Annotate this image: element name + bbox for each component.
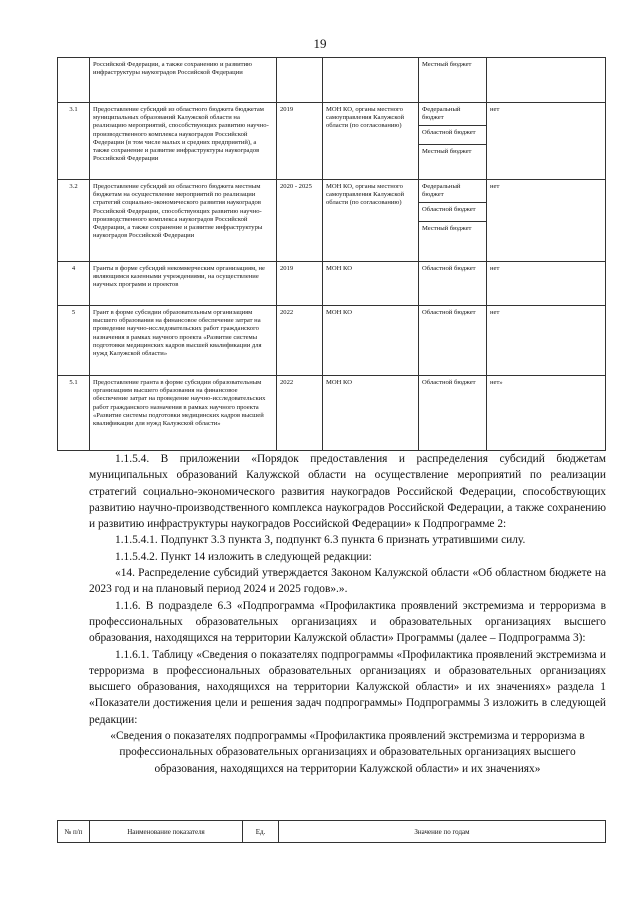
funding-source: Местный бюджет bbox=[422, 225, 472, 233]
funding-sources bbox=[419, 376, 487, 451]
document-body bbox=[89, 451, 606, 777]
row-number: 3.1 bbox=[58, 103, 90, 180]
table-row bbox=[58, 103, 606, 180]
table-row bbox=[58, 180, 606, 262]
executor: МОН КО bbox=[323, 376, 419, 451]
funding-source: Федеральный бюджет bbox=[419, 103, 486, 126]
funding-source: Областной бюджет bbox=[422, 379, 476, 386]
funding-source: Областной бюджет bbox=[422, 265, 476, 272]
page-number: 19 bbox=[313, 36, 327, 51]
row-number: 3.2 bbox=[58, 180, 90, 262]
activity-name: Российской Федерации, а также сохранению и развитию инфраструктуры наукоградов Российской Федерации bbox=[90, 58, 277, 103]
funding-volume: нет bbox=[487, 306, 606, 376]
implementation-period: 2022 bbox=[277, 306, 323, 376]
funding-sources bbox=[419, 306, 487, 376]
activity-name: Предоставление субсидий из областного бюджета местным бюджетам на осуществление мероприятий по реализации стратегий социально-экономического развития наукоградов Российской Федерации, способствующих развитию научно-производственного комплекса наукоградов Российской Федерации, а также сохранение и развитие инфраструктуры наукоградов Российской Федерации bbox=[90, 180, 277, 262]
funding-volume: нет bbox=[487, 103, 606, 180]
funding-sources bbox=[419, 262, 487, 306]
funding-sources bbox=[419, 103, 487, 180]
table-row bbox=[58, 376, 606, 451]
activity-name: Грант в форме субсидии образовательным организациям высшего образования на финансовое обеспечение затрат на проведение научно-исследовательских работ гражданского назначения в рамках научного проекта «Развитие системы подготовки медицинских кадров высшей квалификации для нужд Калужской области» bbox=[90, 306, 277, 376]
table-row bbox=[58, 262, 606, 306]
indicator-table-caption: «Сведения о показателях подпрограммы «Профилактика проявлений экстремизма и терроризма в профессиональных образовательных организациях и образовательных организациях высшего образования, находящихся на территории Калужской области» и их значениях» bbox=[110, 730, 585, 775]
funding-sources bbox=[419, 58, 487, 103]
row-number: 5 bbox=[58, 306, 90, 376]
funding-source: Федеральный бюджет bbox=[419, 180, 486, 203]
implementation-period: 2019 bbox=[277, 103, 323, 180]
header-values-by-year: Значение по годам bbox=[279, 821, 606, 843]
header-number: № п/п bbox=[58, 821, 90, 843]
funding-source: Местный бюджет bbox=[422, 61, 472, 68]
executor bbox=[323, 58, 419, 103]
activity-name: Предоставление гранта в форме субсидии образовательным организациям высшего образования на финансовое обеспечение затрат на проведение научно-исследовательских работ гражданского назначения в рамках научного проекта «Развитие системы подготовки медицинских кадров высшей квалификации для нужд Калужской области» bbox=[90, 376, 277, 451]
executor: МОН КО, органы местного самоуправления Калужской области (по согласованию) bbox=[323, 103, 419, 180]
header-unit: Ед. bbox=[243, 821, 279, 843]
funding-source: Областной бюджет bbox=[419, 203, 486, 222]
executor: МОН КО, органы местного самоуправления Калужской области (по согласованию) bbox=[323, 180, 419, 262]
paragraph-1-1-5-4-1: 1.1.5.4.1. Подпункт 3.3 пункта 3, подпункт 6.3 пункта 6 признать утратившими силу. bbox=[115, 534, 526, 547]
row-number: 5.1 bbox=[58, 376, 90, 451]
implementation-period: 2020 - 2025 bbox=[277, 180, 323, 262]
paragraph-1-1-6: 1.1.6. В подразделе 6.3 «Подпрограмма «Профилактика проявлений экстремизма и терроризма в профессиональных образовательных организациях и образовательных организациях высшего образования, находящихся на территории Калужской области» Программы (далее – Подпрограмма 3): bbox=[89, 599, 606, 645]
table-row bbox=[58, 306, 606, 376]
paragraph-1-1-5-4: 1.1.5.4. В приложении «Порядок предоставления и распределения субсидий бюджетам муниципальных образований Калужской области на осуществление мероприятий по реализации стратегий социально-экономического развития наукоградов Российской Федерации, способствующих развитию научно-производственного комплекса наукоградов Российской Федерации, а также сохранению и развитию инфраструктуры наукоградов Российской Федерации» к Подпрограмме 2: bbox=[89, 453, 606, 531]
funding-source: Местный бюджет bbox=[422, 148, 472, 156]
implementation-period bbox=[277, 58, 323, 103]
paragraph-clause-14: «14. Распределение субсидий утверждается Законом Калужской области «Об областном бюджете на 2023 год и на плановый период 2024 и 2025 годов».». bbox=[89, 567, 606, 596]
paragraph-1-1-6-1: 1.1.6.1. Таблицу «Сведения о показателях подпрограммы «Профилактика проявлений экстремизма и терроризма в профессиональных образовательных организациях и образовательных организациях высшего образования, находящихся на территории Калужской области» и их значениях» раздела 1 «Показатели достижения цели и решения задач подпрограммы» Подпрограммы 3 изложить в следующей редакции: bbox=[89, 648, 606, 726]
funding-volume: нет» bbox=[487, 376, 606, 451]
implementation-period: 2022 bbox=[277, 376, 323, 451]
executor: МОН КО bbox=[323, 306, 419, 376]
activity-name: Предоставление субсидий из областного бюджета бюджетам муниципальных образований Калужской области на реализацию мероприятий, способствующих развитию научно-производственного комплекса наукоградов Российской Федерации (в том числе малых и средних предприятий), а также сохранение и развитие инфраструктуры наукоградов Российской Федерации bbox=[90, 103, 277, 180]
funding-volume: нет bbox=[487, 262, 606, 306]
row-number: 4 bbox=[58, 262, 90, 306]
indicator-table-header-row bbox=[58, 821, 606, 843]
funding-sources bbox=[419, 180, 487, 262]
indicator-table bbox=[57, 820, 606, 843]
funding-volume: нет bbox=[487, 180, 606, 262]
activity-name: Гранты в форме субсидий некоммерческим организациям, не являющимся казенными учреждениями, на осуществление научных программ и проектов bbox=[90, 262, 277, 306]
paragraph-1-1-5-4-2: 1.1.5.4.2. Пункт 14 изложить в следующей редакции: bbox=[115, 550, 372, 563]
implementation-period: 2019 bbox=[277, 262, 323, 306]
funding-volume bbox=[487, 58, 606, 103]
header-indicator-name: Наименование показателя bbox=[90, 821, 243, 843]
funding-source: Областной бюджет bbox=[422, 309, 476, 316]
funding-source: Областной бюджет bbox=[419, 126, 486, 145]
program-activities-table bbox=[57, 57, 606, 451]
row-number bbox=[58, 58, 90, 103]
executor: МОН КО bbox=[323, 262, 419, 306]
table-row bbox=[58, 58, 606, 103]
